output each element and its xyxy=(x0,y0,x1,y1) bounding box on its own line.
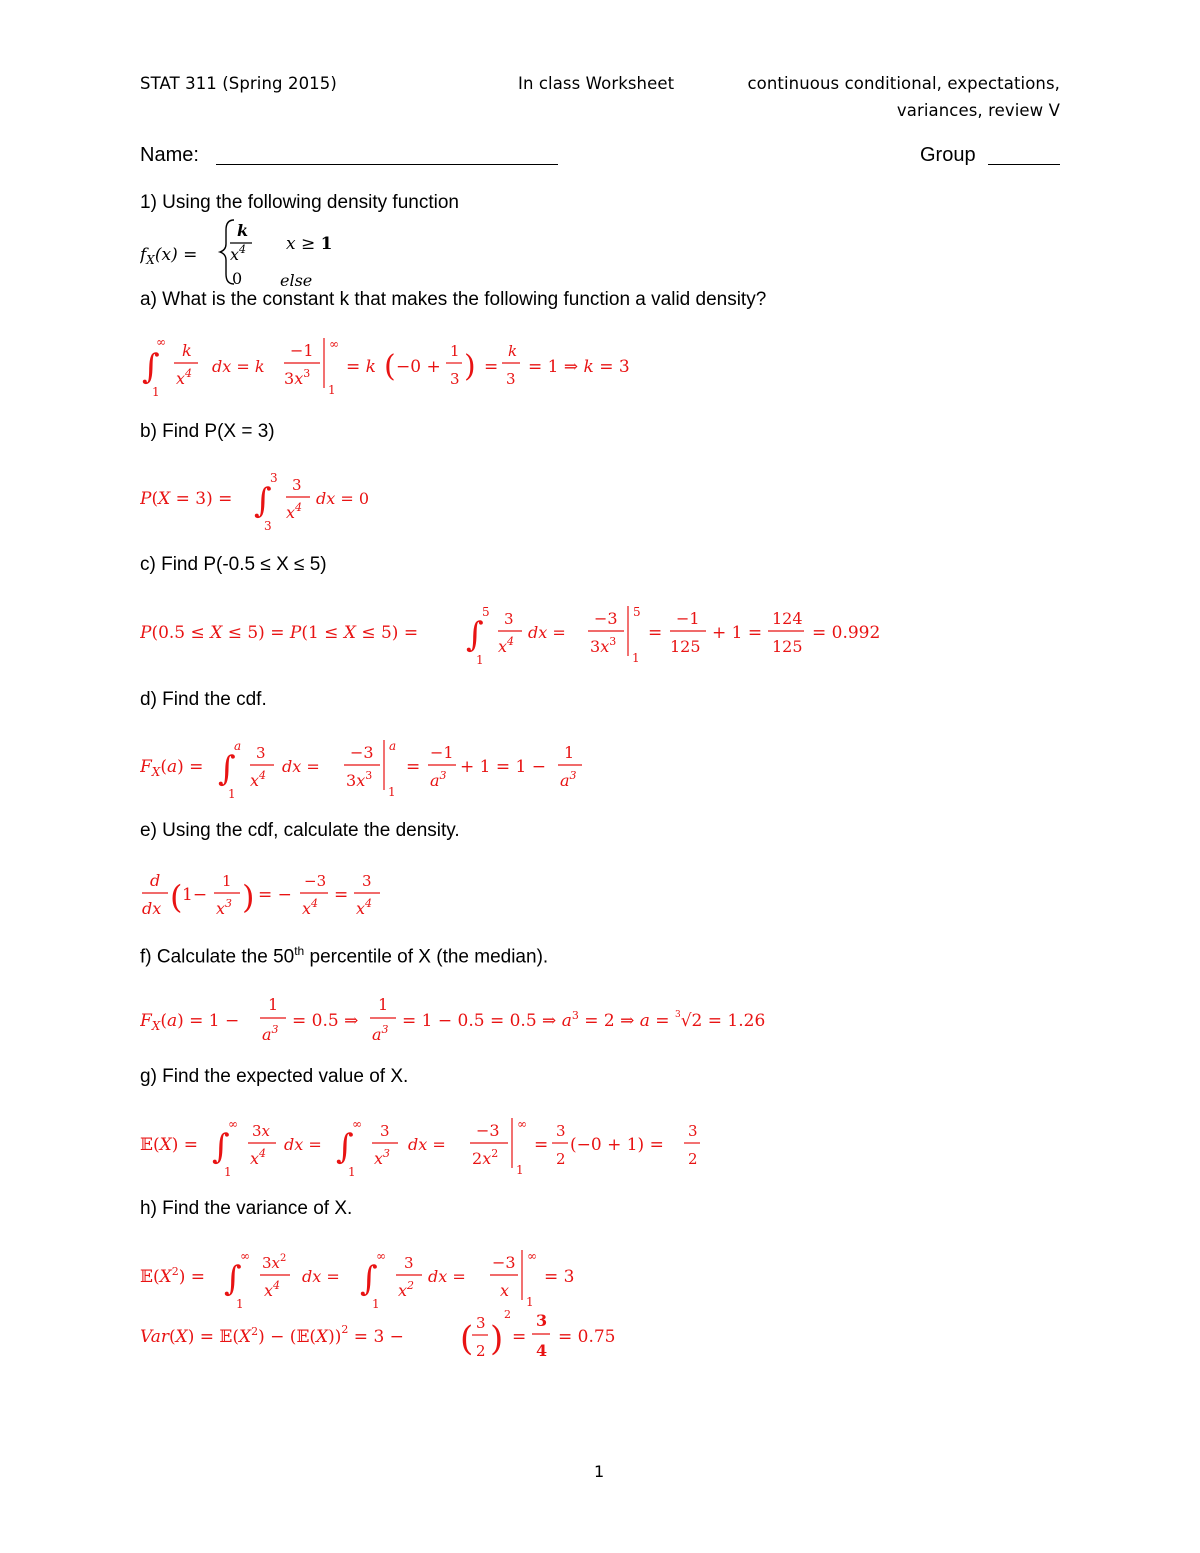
svg-text:fX(x) =: $f_X(x)$ = xyxy=(140,245,198,267)
svg-text:k: k xyxy=(182,341,192,360)
svg-text:∞: ∞ xyxy=(517,1117,527,1131)
svg-text:1: 1 xyxy=(476,653,484,667)
svg-text:∞: ∞ xyxy=(376,1249,386,1263)
name-label: Name: xyxy=(140,144,199,166)
svg-text:P(0.5 ≤ X ≤ 5) = P(1 ≤ X ≤ 5): P(0.5 ≤ X ≤ 5) = P(1 ≤ X ≤ 5) = xyxy=(140,623,419,643)
svg-text:𝔼(X) =: 𝔼(X) = xyxy=(140,1135,198,1155)
question-h: h) Find the variance of X. xyxy=(140,1198,353,1219)
svg-text:3: 3 xyxy=(556,1122,566,1140)
svg-text:a: a xyxy=(389,739,397,753)
question-f xyxy=(140,944,548,968)
svg-text:125: 125 xyxy=(670,637,701,656)
name-field[interactable] xyxy=(216,164,558,165)
question-e: e) Using the cdf, calculate the density. xyxy=(140,820,460,841)
course-title: STAT 311 (Spring 2015) xyxy=(140,74,337,93)
svg-text:x4: $x^4$ xyxy=(250,1147,267,1168)
svg-text:): ) xyxy=(242,878,255,916)
svg-text:1: 1 xyxy=(152,385,160,399)
svg-text:3x3: $3x^3$ xyxy=(346,769,373,790)
svg-text:dx = k: dx = k xyxy=(212,357,265,376)
question-f-sup: th xyxy=(294,944,305,958)
svg-text:3: 3 xyxy=(362,872,372,890)
svg-text:a3: $a^3$ xyxy=(560,769,577,790)
solution-g xyxy=(140,1112,720,1180)
solution-d xyxy=(140,734,620,804)
svg-text:∞: ∞ xyxy=(240,1249,250,1263)
svg-text:1: 1 xyxy=(372,1297,380,1311)
svg-text:3: 3 xyxy=(270,471,278,485)
svg-text:−3: −3 xyxy=(476,1121,500,1140)
svg-text:x4: $x^4$ xyxy=(498,635,515,656)
svg-text:= k: = k xyxy=(346,357,376,377)
svg-text:0: 0 xyxy=(232,269,243,288)
svg-text:1: 1 xyxy=(378,995,389,1014)
question-d: d) Find the cdf. xyxy=(140,689,267,710)
svg-text:1: 1 xyxy=(268,995,279,1014)
svg-text:k: k xyxy=(508,342,518,360)
svg-text:dx =: dx = xyxy=(302,1267,340,1286)
solution-h-variance xyxy=(140,1304,660,1368)
svg-text:1: 1 xyxy=(632,651,640,665)
svg-text:2: 2 xyxy=(688,1150,698,1168)
svg-text:dx =: dx = xyxy=(284,1135,322,1154)
svg-text:1: 1 xyxy=(224,1165,232,1179)
question-f-rest: percentile of X (the median). xyxy=(304,946,549,968)
svg-text:else: else xyxy=(280,271,313,290)
svg-text:1: 1 xyxy=(348,1165,356,1179)
svg-text:3: 3 xyxy=(504,610,514,628)
solution-f xyxy=(140,988,820,1050)
svg-text:1: 1 xyxy=(388,785,396,799)
svg-text:3: 3 xyxy=(536,1311,548,1330)
svg-text:∫: ∫ xyxy=(254,481,272,521)
svg-text:dx =: dx = xyxy=(428,1267,466,1286)
svg-text:∫: ∫ xyxy=(360,1259,378,1299)
svg-text:∞: ∞ xyxy=(527,1249,537,1263)
svg-text:x3: $x^3$ xyxy=(374,1147,391,1168)
svg-text:x ≥ 1: x ≥ 1 xyxy=(286,234,333,254)
svg-text:+ 1 = 1 −: + 1 = 1 − xyxy=(460,757,546,777)
svg-text:=: = xyxy=(534,1135,549,1155)
svg-text:= −: = − xyxy=(258,885,292,905)
group-field[interactable] xyxy=(988,164,1060,165)
svg-text:a: a xyxy=(234,739,242,753)
svg-text:1: 1 xyxy=(526,1295,534,1309)
svg-text:1: 1 xyxy=(236,1297,244,1311)
group-label: Group xyxy=(920,144,976,166)
svg-text:−1: −1 xyxy=(290,341,314,360)
svg-text:dx =: dx = xyxy=(408,1135,446,1154)
svg-text:1: 1 xyxy=(222,872,232,890)
svg-text:a3: $a^3$ xyxy=(430,769,447,790)
svg-text:2: 2 xyxy=(476,1342,486,1360)
svg-text:3: 3 xyxy=(404,1254,414,1272)
svg-text:=: = xyxy=(648,623,663,643)
svg-text:= 0.5 ⇒: = 0.5 ⇒ xyxy=(292,1011,359,1031)
svg-text:Var(X) = 𝔼(X2) − (𝔼(X))2 = 3: $Var(X) = 𝔼(X^2)$ − (𝔼(X))$^2$ = 3 − xyxy=(140,1323,404,1347)
svg-text:= 1 ⇒ k = 3: = 1 ⇒ k = 3 xyxy=(528,357,630,377)
svg-text:4: 4 xyxy=(536,1341,548,1360)
svg-text:5: 5 xyxy=(482,605,490,619)
svg-text:x4: $x^4$ xyxy=(250,769,267,790)
svg-text:=: = xyxy=(484,357,499,377)
question-intro: 1) Using the following density function xyxy=(140,192,459,213)
svg-text:x4: $x^4$ xyxy=(286,501,303,522)
svg-text:∫: ∫ xyxy=(218,749,236,789)
svg-text:3x3: $3x^3$ xyxy=(590,635,617,656)
svg-text:2: 2 xyxy=(556,1150,566,1168)
svg-text:=: = xyxy=(334,885,349,905)
page-number: 1 xyxy=(594,1462,605,1481)
svg-text:124: 124 xyxy=(772,609,803,628)
svg-text:3x: 3x xyxy=(252,1122,271,1140)
svg-text:1−: 1− xyxy=(182,885,208,905)
svg-text:x4: $x^4$ xyxy=(302,897,319,918)
svg-text:−0 +: −0 + xyxy=(396,357,441,377)
svg-text:x4: $x^4$ xyxy=(230,243,247,264)
svg-text:1: 1 xyxy=(328,383,336,397)
svg-text:=: = xyxy=(406,757,421,777)
svg-text:1: 1 xyxy=(450,342,460,360)
svg-text:3: 3 xyxy=(256,744,266,762)
density-definition xyxy=(140,214,380,290)
svg-text:∫: ∫ xyxy=(212,1127,230,1167)
svg-text:3: 3 xyxy=(292,476,302,494)
svg-text:3: 3 xyxy=(476,1314,486,1332)
svg-text:k: k xyxy=(237,221,249,240)
svg-text:(: ( xyxy=(460,1319,474,1359)
question-g: g) Find the expected value of X. xyxy=(140,1066,409,1087)
svg-text:): ) xyxy=(464,349,476,384)
svg-text:(: ( xyxy=(384,349,396,384)
svg-text:x4: $x^4$ xyxy=(264,1279,281,1300)
svg-text:∞: ∞ xyxy=(352,1117,362,1131)
svg-text:x4: $x^4$ xyxy=(176,367,193,388)
topic-line-2: variances, review V xyxy=(896,101,1060,120)
svg-text:x3: $x^3$ xyxy=(216,897,233,918)
svg-text:x4: $x^4$ xyxy=(356,897,373,918)
svg-text:): ) xyxy=(490,1319,504,1359)
question-b: b) Find P(X = 3) xyxy=(140,421,275,442)
svg-text:∞: ∞ xyxy=(156,335,166,349)
svg-text:= 0.992: = 0.992 xyxy=(812,623,881,643)
solution-b xyxy=(140,466,460,534)
svg-text:∫: ∫ xyxy=(142,347,160,387)
svg-text:3: 3 xyxy=(506,370,516,388)
svg-text:P(X = 3) =: P(X = 3) = xyxy=(140,489,233,509)
svg-text:−1: −1 xyxy=(430,743,454,762)
svg-text:𝔼(X2) =: $𝔼(X^2)$ = xyxy=(140,1265,205,1287)
svg-text:x2: $x^2$ xyxy=(398,1279,415,1300)
svg-text:2: 2 xyxy=(504,1308,511,1321)
worksheet-title: In class Worksheet xyxy=(518,74,675,93)
solution-e xyxy=(140,862,400,924)
topic-line-1: continuous conditional, expectations, xyxy=(747,74,1060,93)
svg-text:1: 1 xyxy=(516,1163,524,1177)
svg-text:= 0.75: = 0.75 xyxy=(558,1327,616,1347)
svg-text:∫: ∫ xyxy=(224,1259,242,1299)
question-a: a) What is the constant k that makes the following function a valid density? xyxy=(140,289,767,310)
svg-text:=: = xyxy=(512,1327,527,1347)
svg-text:−3: −3 xyxy=(594,609,618,628)
svg-text:dx: dx xyxy=(142,899,162,918)
svg-text:= 3: = 3 xyxy=(544,1267,575,1287)
svg-text:−3: −3 xyxy=(350,743,374,762)
svg-text:(: ( xyxy=(170,878,183,916)
svg-text:x: x xyxy=(500,1281,510,1300)
svg-text:dx = 0: dx = 0 xyxy=(316,489,370,508)
svg-text:−3: −3 xyxy=(304,872,327,890)
svg-text:5: 5 xyxy=(633,605,641,619)
svg-text:d: d xyxy=(150,871,161,890)
svg-text:a3: $a^3$ xyxy=(372,1023,389,1044)
svg-text:125: 125 xyxy=(772,637,803,656)
svg-text:(−0 + 1) =: (−0 + 1) = xyxy=(570,1135,664,1155)
svg-text:3x3: $3x^3$ xyxy=(284,367,311,388)
question-c: c) Find P(-0.5 ≤ X ≤ 5) xyxy=(140,554,327,575)
svg-text:3: 3 xyxy=(688,1122,698,1140)
svg-text:∞: ∞ xyxy=(329,337,339,351)
svg-text:3: 3 xyxy=(264,519,272,533)
svg-text:∫: ∫ xyxy=(336,1127,354,1167)
svg-text:∫: ∫ xyxy=(466,615,484,655)
svg-text:FX(a) =: $F_X(a)$ = xyxy=(140,757,204,779)
svg-text:∞: ∞ xyxy=(228,1117,238,1131)
svg-text:−1: −1 xyxy=(676,609,700,628)
svg-text:dx =: dx = xyxy=(282,757,320,776)
svg-text:a3: $a^3$ xyxy=(262,1023,279,1044)
svg-text:2x2: $2x^2$ xyxy=(472,1147,499,1168)
svg-text:3: 3 xyxy=(380,1122,390,1140)
svg-text:FX(a) = 1 −: $F_X(a) = 1$ − xyxy=(140,1011,240,1033)
svg-text:3: 3 xyxy=(450,370,460,388)
svg-text:dx =: dx = xyxy=(528,623,566,642)
svg-text:−3: −3 xyxy=(492,1253,516,1272)
svg-text:+ 1 =: + 1 = xyxy=(712,623,763,643)
svg-text:1: 1 xyxy=(228,787,236,801)
question-f-text: f) Calculate the 50 xyxy=(140,946,295,968)
svg-text:1: 1 xyxy=(564,743,575,762)
svg-text:3x2: $3x^2$ xyxy=(262,1253,287,1272)
solution-h-second-moment xyxy=(140,1244,620,1312)
solution-a xyxy=(140,332,700,400)
svg-text:= 1 − 0.5 = 0.5 ⇒ a3 = 2 ⇒ a =: = 1 − 0.5 = 0.5 ⇒ $a^3 = 2$ ⇒ a = $^3$√2 = 1.26 xyxy=(402,1009,766,1031)
solution-c xyxy=(140,600,920,670)
